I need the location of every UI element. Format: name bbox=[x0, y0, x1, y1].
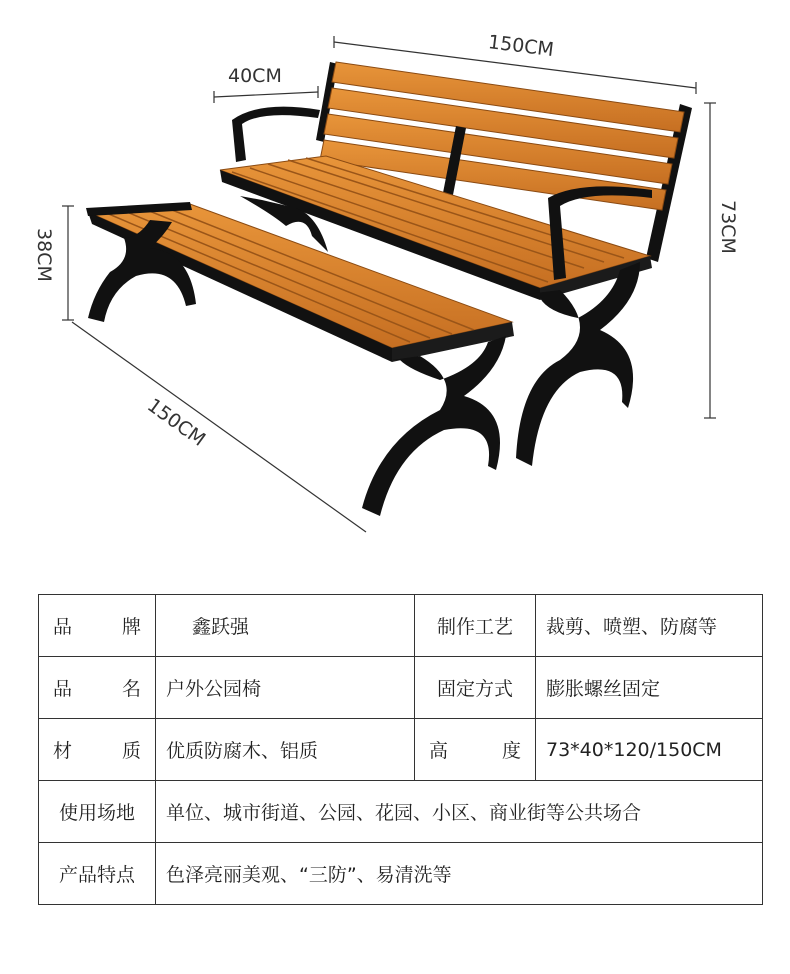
label-product-name: 品 名 bbox=[39, 657, 156, 719]
value-brand: 鑫跃强 bbox=[156, 595, 415, 657]
spec-table bbox=[38, 594, 763, 905]
value-height: 73*40*120/150CM bbox=[536, 719, 763, 781]
table-row bbox=[39, 843, 763, 905]
dimension-back-width: 150CM bbox=[486, 31, 556, 62]
value-fixing: 膨胀螺丝固定 bbox=[536, 657, 763, 719]
value-features: 色泽亮丽美观、“三防”、易清洗等 bbox=[156, 843, 763, 905]
value-material: 优质防腐木、铝质 bbox=[156, 719, 415, 781]
label-features: 产品特点 bbox=[39, 843, 156, 905]
dimension-stool-length: 150CM bbox=[143, 394, 210, 451]
table-row bbox=[39, 657, 763, 719]
table-row bbox=[39, 781, 763, 843]
dimension-depth: 40CM bbox=[228, 65, 282, 87]
table-row bbox=[39, 595, 763, 657]
dimension-height: 73CM bbox=[717, 200, 739, 254]
label-material: 材 质 bbox=[39, 719, 156, 781]
label-brand: 品 牌 bbox=[39, 595, 156, 657]
dimension-stool-height: 38CM bbox=[33, 228, 55, 282]
value-craft: 裁剪、喷塑、防腐等 bbox=[536, 595, 763, 657]
label-fixing: 固定方式 bbox=[415, 657, 536, 719]
label-craft: 制作工艺 bbox=[415, 595, 536, 657]
label-height: 高 度 bbox=[415, 719, 536, 781]
value-product-name: 户外公园椅 bbox=[156, 657, 415, 719]
label-venue: 使用场地 bbox=[39, 781, 156, 843]
table-row bbox=[39, 719, 763, 781]
value-venue: 单位、城市街道、公园、花园、小区、商业街等公共场合 bbox=[156, 781, 763, 843]
